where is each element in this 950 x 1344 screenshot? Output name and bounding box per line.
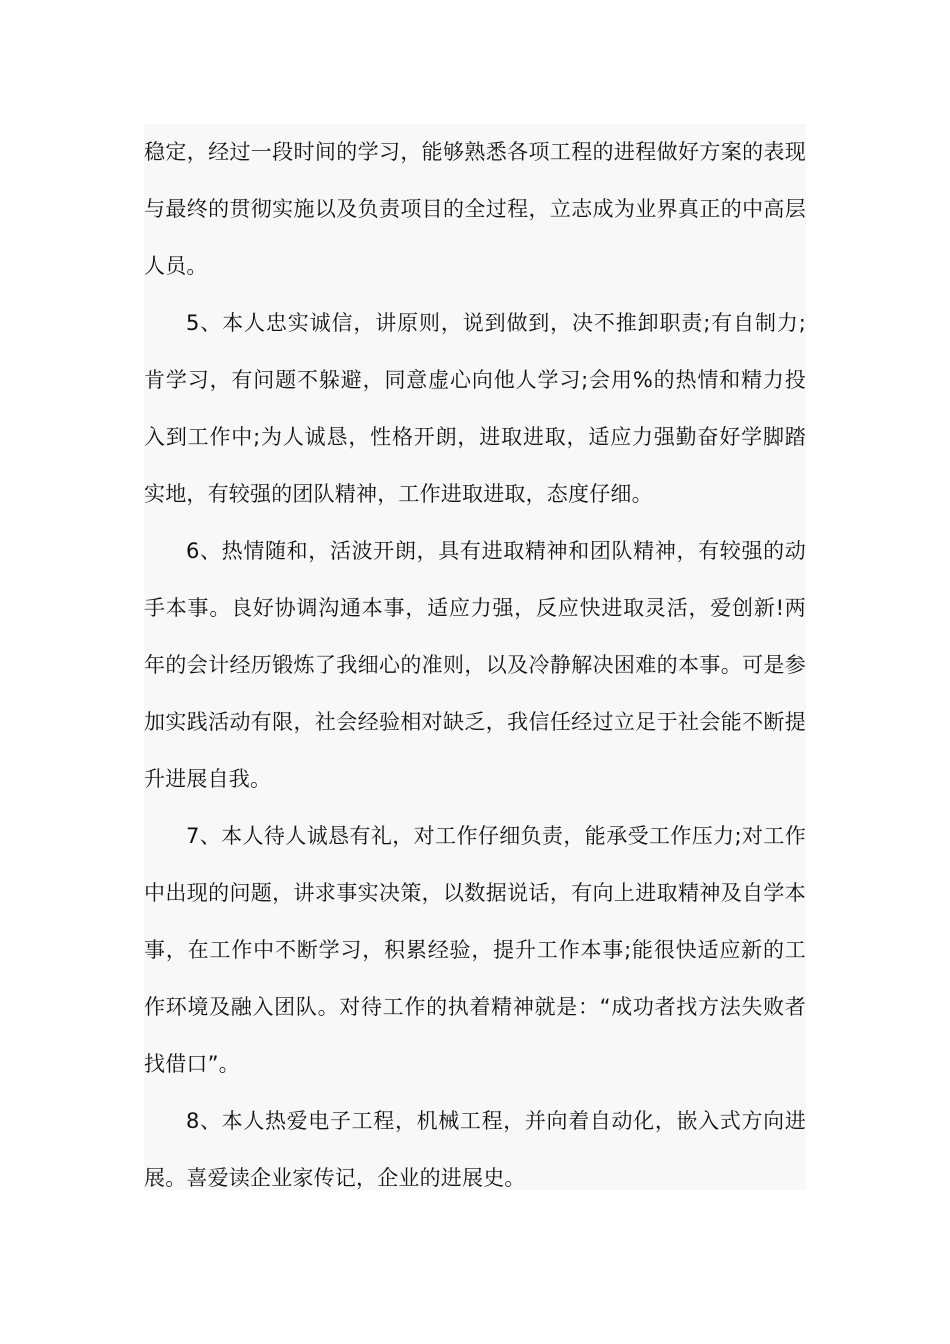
paragraph-7: 7、本人待人诚恳有礼，对工作仔细负责，能承受工作压力;对工作中出现的问题，讲求事实决策，以数据说话，有向上进取精神及自学本事，在工作中不断学习，积累经验，提升工作本事;能很快适应新的工作环境及融入团队。对待工作的执着精神就是：“成功者找方法失败者找借口”。 <box>144 824 806 1076</box>
paragraph-continuation: 稳定，经过一段时间的学习，能够熟悉各项工程的进程做好方案的表现与最终的贯彻实施以及负责项目的全过程，立志成为业界真正的中高层人员。 <box>144 140 806 278</box>
text-block <box>144 124 806 1190</box>
paragraph-6: 6、热情随和，活波开朗，具有进取精神和团队精神，有较强的动手本事。良好协调沟通本事，适应力强，反应快进取灵活，爱创新!两年的会计经历锻炼了我细心的准则，以及冷静解决困难的本事。可是参加实践活动有限，社会经验相对缺乏，我信任经过立足于社会能不断提升进展自我。 <box>144 539 806 791</box>
paragraph-5: 5、本人忠实诚信，讲原则，说到做到，决不推卸职责;有自制力;肯学习，有问题不躲避，同意虚心向他人学习;会用%的热情和精力投入到工作中;为人诚恳，性格开朗，进取进取，适应力强勤奋好学脚踏实地，有较强的团队精神，工作进取进取，态度仔细。 <box>144 311 806 506</box>
paragraph-8: 8、本人热爱电子工程，机械工程，并向着自动化，嵌入式方向进展。喜爱读企业家传记，企业的进展史。 <box>144 1109 806 1190</box>
